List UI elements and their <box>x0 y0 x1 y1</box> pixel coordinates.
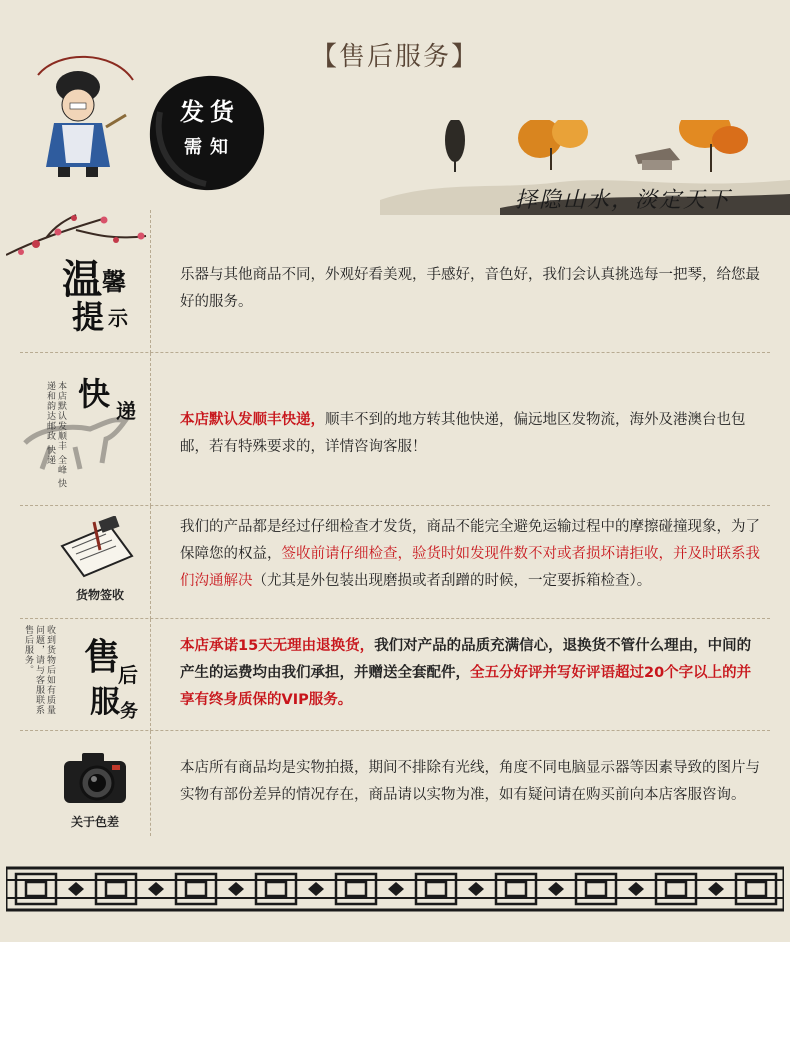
section-signing <box>0 506 790 619</box>
slogan: 择隐山水，淡定天下 <box>515 188 732 213</box>
vertical-divider <box>150 731 151 836</box>
reminder-char-3: 提 <box>72 298 105 336</box>
reminder-text: 乐器与其他商品不同，外观好看美观，手感好，音色好，我们会认真挑选每一把琴，给您最好的服务。 <box>180 267 760 310</box>
color-caption: 关于色差 <box>70 815 119 829</box>
aftersale-text-highlight-b: 全五分好评并写好评语超过20个字以上的并享有终身质保的VIP服务。 <box>180 665 752 708</box>
express-heading <box>0 353 150 506</box>
signing-text-highlight: 签收前请仔细检查，验货时如发现件数不对或者损坏请拒收，并及时联系我们沟通解决 <box>180 546 760 589</box>
signing-caption: 货物签收 <box>75 588 124 602</box>
aftersale-char-1: 售 <box>84 636 121 678</box>
badge-line-1: 发货 <box>180 97 240 126</box>
aftersale-text <box>180 633 760 714</box>
color-text: 本店所有商品均是实物拍摄，期间不排除有光线，角度不同电脑显示器等因素导致的图片与实物有部份差异的情况存在，商品请以实物为准，如有疑问请在购买前向本店客服咨询。 <box>180 760 760 803</box>
signing-text-b: （尤其是外包装出现磨损或者刮蹭的时候，一定要拆箱检查）。 <box>252 573 652 589</box>
opera-figure-illustration <box>18 55 138 185</box>
lattice-border-ornament <box>6 858 784 920</box>
aftersale-text-highlight-a: 本店承诺15天无理由退换货， <box>180 638 375 654</box>
express-text <box>180 407 760 461</box>
reminder-char-4: 示 <box>108 306 128 330</box>
aftersale-char-2: 后 <box>118 663 138 687</box>
aftersale-heading <box>0 619 150 731</box>
reminder-char-1: 温 <box>62 256 102 303</box>
color-heading <box>0 731 150 836</box>
section-express <box>0 353 790 506</box>
signing-heading <box>0 506 150 619</box>
camera-icon <box>60 747 130 807</box>
signing-text <box>180 514 760 595</box>
badge-text <box>160 92 260 159</box>
vertical-divider <box>150 210 151 353</box>
aftersale-char-4: 务 <box>120 701 138 722</box>
reminder-heading <box>0 210 150 353</box>
signing-text-a: 我们的产品都是经过仔细检查才发货，商品不能完全避免运输过程中的摩擦碰撞现象，为了保障您的权益， <box>180 519 760 562</box>
reminder-char-2: 馨 <box>102 267 126 296</box>
express-text-highlight: 本店默认发顺丰快递， <box>180 412 325 428</box>
header <box>0 0 790 215</box>
express-text-body: 顺丰不到的地方转其他快递，偏远地区发物流，海外及港澳台也包邮，若有特殊要求的，详情咨询客服！ <box>180 412 746 455</box>
express-char-2: 递 <box>116 399 136 423</box>
vertical-divider <box>150 353 151 506</box>
section-reminder <box>0 210 790 353</box>
aftersale-note: 收到货物后如有质量问题，请与客服联系售后服务。 <box>23 625 55 715</box>
section-color <box>0 731 790 836</box>
express-note: 本店默认发顺丰 全峰 快递和韵达邮政 快递 <box>45 381 66 489</box>
vertical-divider <box>150 619 151 731</box>
vertical-divider <box>150 506 151 619</box>
page-title: 【售后服务】 <box>310 42 479 72</box>
document-pen-icon <box>56 516 136 580</box>
express-char-1: 快 <box>78 375 111 413</box>
horse-ink-icon <box>20 403 130 473</box>
badge-line-2: 需知 <box>184 137 236 158</box>
section-aftersale <box>0 619 790 731</box>
aftersale-text-body: 我们对产品的品质充满信心，退换货不管什么理由，中间的产生的运费均由我们承担，并赠送全套配件， <box>180 638 752 681</box>
aftersale-char-3: 服 <box>90 685 120 720</box>
